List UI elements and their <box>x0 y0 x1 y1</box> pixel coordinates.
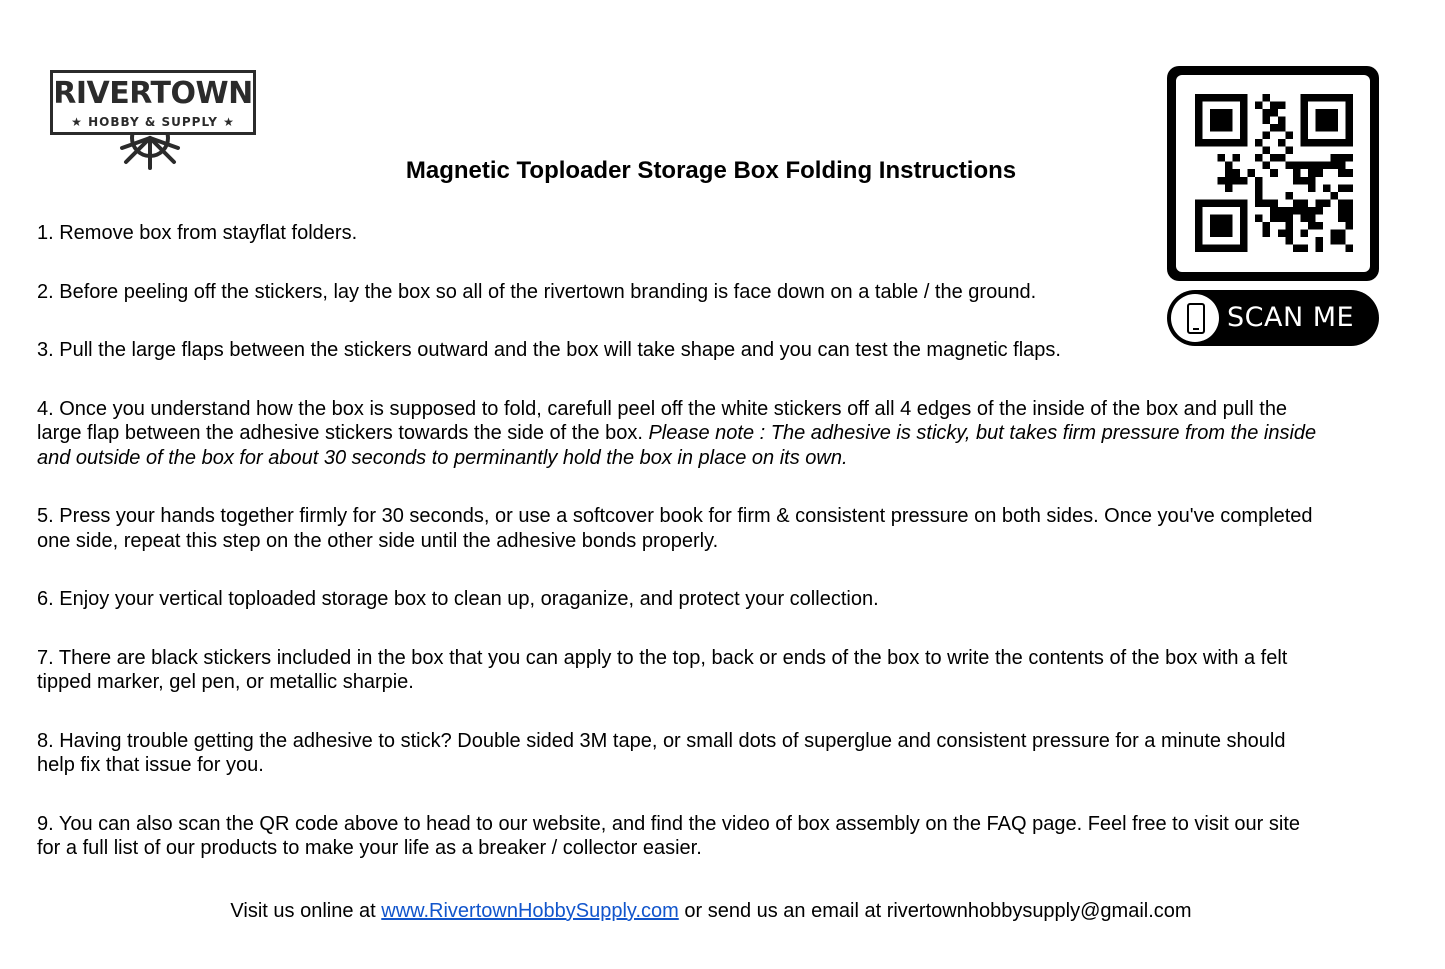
step-2 <box>37 280 1397 305</box>
step-text-line <box>37 421 1397 446</box>
step-8 <box>37 729 1397 778</box>
step-text: one side, repeat this step on the other side until the adhesive bonds properly. <box>37 529 719 552</box>
adhesive-note: and outside of the box for about 30 seconds to perminantly hold the box in place on its own. <box>37 446 848 469</box>
page-title: Magnetic Toploader Storage Box Folding Instructions <box>405 157 1017 184</box>
scan-me-label: SCAN ME <box>1227 302 1355 333</box>
step-6 <box>37 587 1397 612</box>
step-text: 2. Before peeling off the stickers, lay the box so all of the rivertown branding is face down on a table / the ground. <box>37 280 1037 303</box>
step-text: 9. You can also scan the QR code above to head to our website, and find the video of box assembly on the FAQ page. Feel free to visit our site <box>37 812 1300 835</box>
step-text: tipped marker, gel pen, or metallic sharpie. <box>37 671 414 693</box>
step-text: 4. Once you understand how the box is supposed to fold, carefull peel off the white stickers off all 4 edges of the inside of the box and pull the <box>37 397 1288 420</box>
step-5 <box>37 504 1397 553</box>
step-text: 6. Enjoy your vertical toploaded storage box to clean up, oraganize, and protect your collection. <box>37 588 879 610</box>
footer-prefix: Visit us online at <box>230 900 382 922</box>
step-text: 1. Remove box from stayflat folders. <box>37 222 358 244</box>
instruction-list <box>37 221 1397 895</box>
step-7 <box>37 646 1397 695</box>
step-text-line <box>37 446 1397 471</box>
adhesive-note: Please note : The adhesive is sticky, but takes firm pressure from the inside <box>648 422 1317 444</box>
step-text: help fix that issue for you. <box>37 754 264 776</box>
step-text: for a full list of our products to make your life as a breaker / collector easier. <box>37 837 702 859</box>
step-text: 5. Press your hands together firmly for 30 seconds, or use a softcover book for firm & consistent pressure on both sides. Once you've completed <box>37 505 1313 527</box>
step-text: 3. Pull the large flaps between the stickers outward and the box will take shape and you can test the magnetic flaps. <box>37 339 1061 361</box>
logo-name: RIVERTOWN <box>53 76 253 111</box>
step-4 <box>37 397 1397 471</box>
step-text: 7. There are black stickers included in the box that you can apply to the top, back or ends of the box to write the contents of the box with a felt <box>37 646 1288 669</box>
footer-contact <box>0 899 1422 923</box>
step-9 <box>37 812 1397 861</box>
logo-frame <box>50 70 256 135</box>
step-1 <box>37 221 1397 246</box>
website-link[interactable]: www.RivertownHobbySupply.com <box>381 900 679 922</box>
step-text: 8. Having trouble getting the adhesive to stick? Double sided 3M tape, or small dots of superglue and consistent pressure for a minute should <box>37 729 1286 752</box>
footer-email-text: or send us an email at rivertownhobbysupply@gmail.com <box>678 900 1192 922</box>
logo-tagline: ★ HOBBY & SUPPLY ★ <box>71 115 235 129</box>
step-3 <box>37 338 1397 363</box>
step-text: large flap between the adhesive stickers towards the side of the box. <box>37 422 649 444</box>
